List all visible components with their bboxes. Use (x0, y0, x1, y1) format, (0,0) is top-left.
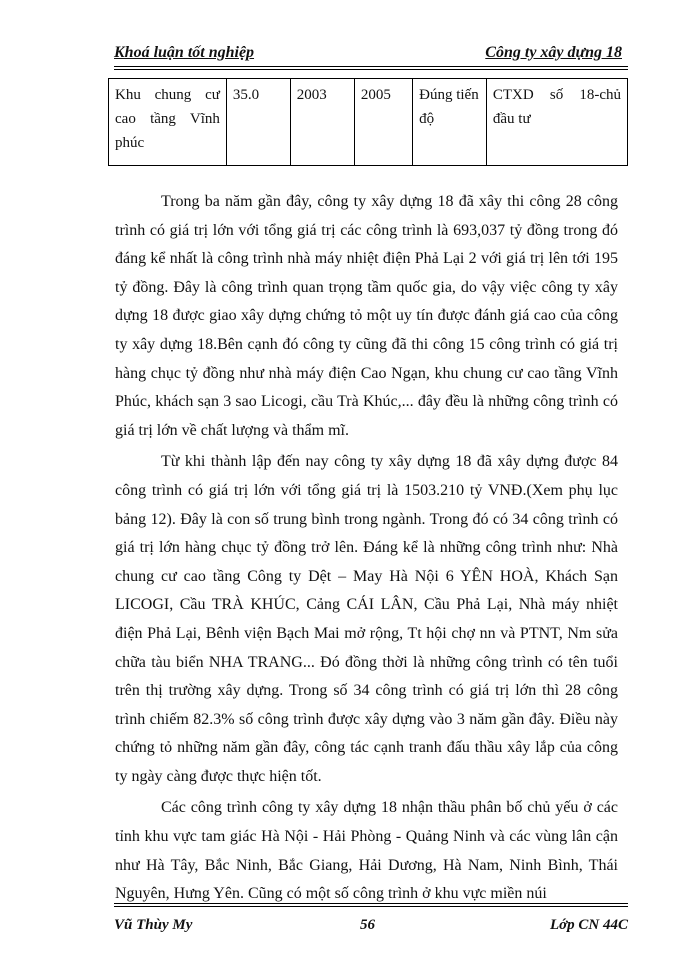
cell-project-name: Khu chung cư cao tầng Vĩnh phúc (109, 79, 227, 166)
page-number: 56 (360, 917, 375, 933)
body-text (115, 188, 618, 912)
projects-table-fragment (108, 78, 628, 166)
paragraph-total-projects: Từ khi thành lập đến nay công ty xây dựng 18 đã xây dựng được 84 công trình có giá trị lớn với tổng giá trị là 1503.210 tỷ VNĐ.(Xem phụ lục bảng 12). Đây là con số trung bình trong ngành. Trong đó có 34 công trình có giá trị lớn hàng chục tỷ đồng trở lên. Đáng kể là những công trình như: Nhà chung cư cao tầng Công ty Dệt – May Hà Nội 6 YÊN HOÀ, Khách Sạn LICOGI, Cầu TRÀ KHÚC, Cảng CÁI LÂN, Cầu Phả Lại, Nhà máy nhiệt điện Phả Lại, Bênh viện Bạch Mai mở rộng, Tt hội chợ nn và PTNT, Nm sửa chữa tàu biển NHA TRANG... Đó đồng thời là những công trình có tên tuổi trên thị trường xây dựng. Trong số 34 công trình có giá trị lớn thì 28 công trình chiếm 82.3% số công trình được xây dựng vào 3 năm gần đây. Điều này chứng tỏ những năm gần đây, công tác cạnh tranh đấu thầu xây lắp của công ty ngày càng được thực hiện tốt. (115, 453, 618, 785)
cell-start-year: 2003 (290, 79, 354, 166)
paragraph-regions: Các công trình công ty xây dựng 18 nhận thầu phân bố chủ yếu ở các tỉnh khu vực tam giác Hà Nội - Hải Phòng - Quảng Ninh và các vùng lân cận như Hà Tây, Bắc Ninh, Bắc Giang, Hải Dương, Hà Nam, Ninh Bình, Thái Nguyên, Hưng Yên. Cũng có một số công trình ở khu vực miền núi (115, 799, 618, 903)
header-thesis-title: Khoá luận tốt nghiệp (114, 44, 255, 61)
footer-class: Lớp CN 44C (549, 917, 628, 933)
page-footer (114, 903, 628, 937)
cell-status: Đúng tiến độ (413, 79, 487, 166)
table-row (109, 79, 628, 166)
paragraph-recent-projects: Trong ba năm gần đây, công ty xây dựng 18 đã xây thi công 28 công trình có giá trị lớn với tổng giá trị các công trình là 693,037 tỷ đồng trong đó đáng kể nhất là công trình nhà máy nhiệt điện Phả Lại 2 với giá trị lên tới 195 tỷ đồng. Đây là công trình quan trọng tầm quốc gia, do vậy việc công ty xây dựng 18 được giao xây dựng chứng tỏ một uy tín được đánh giá cao của công ty xây dựng 18.Bên cạnh đó công ty cũng đã thi công 15 công trình có giá trị hàng chục tỷ đồng như nhà máy điện Cao Ngạn, khu chung cư cao tầng Vĩnh Phúc, khách sạn 3 sao Licogi, cầu Trà Khúc,... đây đều là những công trình có giá trị lớn về chất lượng và thẩm mĩ. (115, 193, 618, 439)
footer-author: Vũ Thùy My (114, 917, 193, 933)
cell-end-year: 2005 (354, 79, 412, 166)
cell-project-value: 35.0 (226, 79, 290, 166)
page-header (114, 40, 628, 70)
header-company-name: Công ty xây dựng 18 (485, 44, 622, 61)
cell-owner: CTXD số 18-chủ đầu tư (486, 79, 627, 166)
